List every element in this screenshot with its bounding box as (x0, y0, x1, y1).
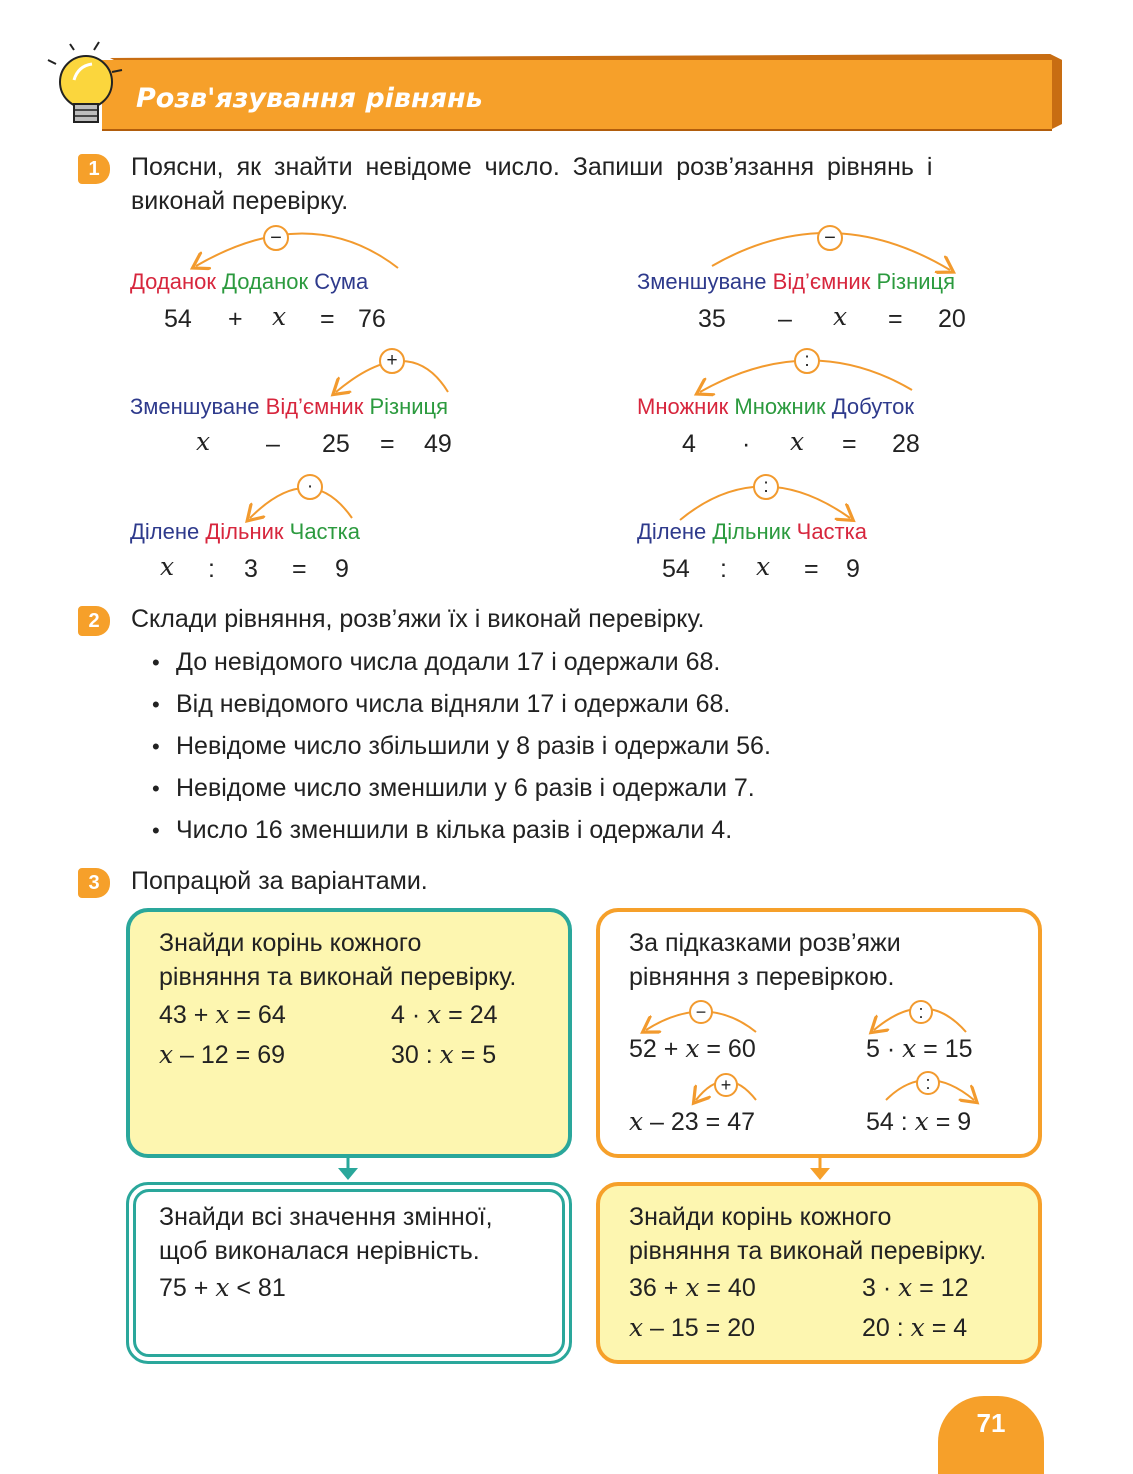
equation: 36 + x = 40 (629, 1273, 756, 1302)
task-number-badge: 1 (78, 154, 110, 184)
op-circle-plus: + (386, 350, 398, 371)
term-label: Ділене Дільник Частка (637, 519, 867, 544)
equation: x – 12 = 69 (159, 1040, 286, 1069)
op-circle-colon: : (804, 350, 810, 371)
task-number-badge: 3 (78, 868, 110, 898)
equation: 5 · x = 15 (866, 1034, 973, 1063)
term-label: Зменшуване Від’ємник Різниця (637, 269, 956, 294)
list-item: Невідоме число збільшили у 8 разів і одержали 56. (176, 732, 771, 760)
equation: 3 · x = 12 (862, 1273, 969, 1302)
term-label: Зменшуване Від’ємник Різниця (130, 394, 449, 419)
bullet: • (152, 692, 160, 717)
bullet: • (152, 776, 160, 801)
op-circle-plus: + (720, 1075, 732, 1095)
term-label: Ділене Дільник Частка (130, 519, 360, 544)
term-label: Доданок Доданок Сума (130, 269, 369, 294)
page-number: 71 (976, 1408, 1006, 1438)
inequality: 75 + x < 81 (159, 1273, 286, 1302)
list-item: Число 16 зменшили в кілька разів і одержали 4. (176, 816, 733, 844)
op-circle-colon: : (918, 1002, 924, 1022)
box-text: Знайди всі значення змінної, (159, 1203, 493, 1231)
task-number-badge: 2 (78, 606, 110, 636)
box-text: Знайди корінь кожного (159, 929, 422, 957)
equation: x – 15 = 20 (629, 1313, 756, 1342)
op-circle-colon: : (763, 476, 769, 497)
box-text: рівняння з перевіркою. (629, 963, 895, 991)
down-arrow-icon (334, 1158, 362, 1182)
op-circle-minus: − (824, 227, 836, 249)
box-text: рівняння та виконай перевірку. (159, 963, 517, 991)
list-item: Невідоме число зменшили у 6 разів і одержали 7. (176, 774, 755, 802)
down-arrow-icon (806, 1158, 834, 1182)
box-text: За підказками розв’яжи (629, 929, 901, 957)
task1-arcs (0, 0, 1133, 600)
box-text: Знайди корінь кожного (629, 1203, 892, 1231)
box-text: рівняння та виконай перевірку. (629, 1237, 987, 1265)
equation: 4 · x = 24 (391, 1000, 498, 1029)
op-circle-minus: − (695, 1002, 707, 1022)
bullet: • (152, 818, 160, 843)
task3-text: Попрацюй за варіантами. (131, 867, 428, 895)
bullet: • (152, 734, 160, 759)
equation: 20 : x = 4 (862, 1313, 968, 1342)
equation: x – 23 = 47 (629, 1107, 756, 1136)
equation: 54 : x = 9 (866, 1107, 972, 1136)
bullet: • (152, 650, 160, 675)
task2-text: Склади рівняння, розв’яжи їх і виконай перевірку. (131, 605, 705, 633)
box-text: щоб виконалася нерівність. (159, 1237, 480, 1265)
op-circle-dot: · (306, 476, 314, 497)
term-label: Множник Множник Добуток (637, 394, 914, 419)
task1-text-line1: Поясни, як знайти невідоме число. Запиши розв’язання рівнянь і (131, 153, 933, 181)
op-circle-colon: : (925, 1073, 931, 1093)
equation: 30 : x = 5 (391, 1040, 497, 1069)
equation: 43 + x = 64 (159, 1000, 286, 1029)
task1-text-line2: виконай перевірку. (131, 187, 349, 215)
list-item: До невідомого числа додали 17 і одержали 68. (176, 648, 721, 676)
op-circle-minus: − (270, 227, 282, 249)
equation: 52 + x = 60 (629, 1034, 756, 1063)
page-title: Розв'язування рівнянь (136, 83, 483, 114)
list-item: Від невідомого числа відняли 17 і одержали 68. (176, 690, 731, 718)
